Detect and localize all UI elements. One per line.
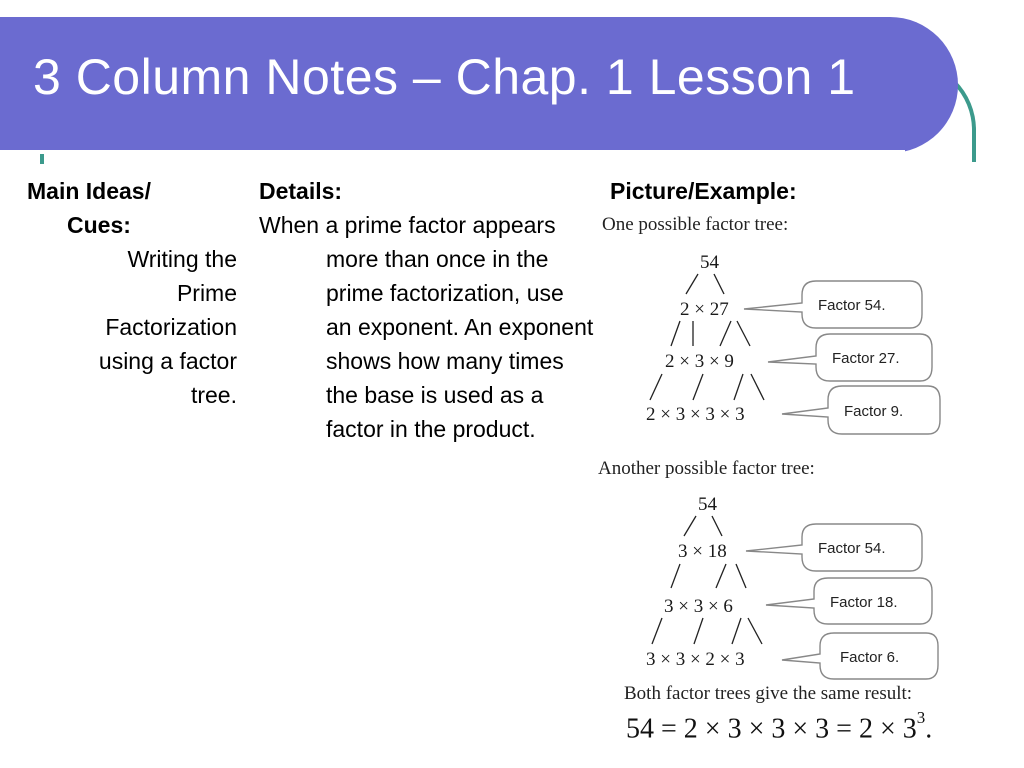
result-caption: Both factor trees give the same result:	[624, 683, 913, 704]
equation-base: 54 = 2 × 3 × 3 × 3 = 2 × 3	[626, 713, 917, 745]
tree1-row3: 2 × 3 × 3 × 3	[646, 404, 745, 425]
tree1-root: 54	[700, 252, 719, 273]
slide-title: 3 Column Notes – Chap. 1 Lesson 1	[33, 49, 856, 105]
tree2-callout-1	[746, 524, 922, 571]
main-ideas-heading: Main Ideas/	[27, 178, 151, 204]
details-text: When a prime factor appears more than once in the prime factorization, use an exponent. An exponent shows how many times the base is used as a factor in the product.	[259, 212, 594, 442]
tree1-callout-1	[744, 281, 922, 328]
svg-text:Factor 54.: Factor 54.	[818, 540, 886, 557]
tree1-row2: 2 × 3 × 9	[665, 351, 734, 372]
tree2-callout-2	[766, 578, 932, 624]
factor-trees-svg	[596, 208, 1016, 760]
tree2-row3: 3 × 3 × 2 × 3	[646, 649, 745, 670]
svg-text:Factor 27.: Factor 27.	[832, 350, 900, 367]
svg-text:Factor 9.: Factor 9.	[844, 403, 904, 420]
equation-exponent: 3	[916, 708, 926, 727]
main-ideas-column	[27, 174, 239, 412]
svg-text:Factor 18.: Factor 18.	[830, 594, 898, 611]
main-ideas-text	[27, 242, 237, 412]
details-column	[259, 174, 594, 446]
main-ideas-line: Writing the	[127, 246, 237, 272]
tree2-row2: 3 × 3 × 6	[664, 596, 733, 617]
result-equation	[626, 708, 933, 745]
tree2-row1: 3 × 18	[678, 541, 727, 562]
tree2-root: 54	[698, 494, 717, 515]
tree1-row1: 2 × 27	[680, 299, 729, 320]
tree1-callout-3	[782, 386, 940, 434]
main-ideas-line: Factorization	[105, 314, 237, 340]
tree1-callout-2	[768, 334, 932, 381]
picture-example-heading: Picture/Example:	[610, 178, 797, 204]
svg-text:Factor 54.: Factor 54.	[818, 297, 886, 314]
main-ideas-line: Prime	[176, 280, 237, 306]
main-ideas-line: tree.	[190, 382, 237, 408]
tree1-caption: One possible factor tree:	[602, 214, 789, 235]
title-underline	[0, 150, 905, 154]
factor-tree-figure	[596, 208, 1016, 760]
equation-period: .	[925, 713, 933, 745]
tree2-caption: Another possible factor tree:	[598, 458, 815, 479]
main-ideas-line: using a factor	[98, 348, 237, 374]
cues-heading: Cues:	[67, 212, 131, 238]
details-heading: Details:	[259, 178, 343, 204]
svg-text:Factor 6.: Factor 6.	[840, 649, 900, 666]
tree2-callout-3	[782, 633, 938, 679]
